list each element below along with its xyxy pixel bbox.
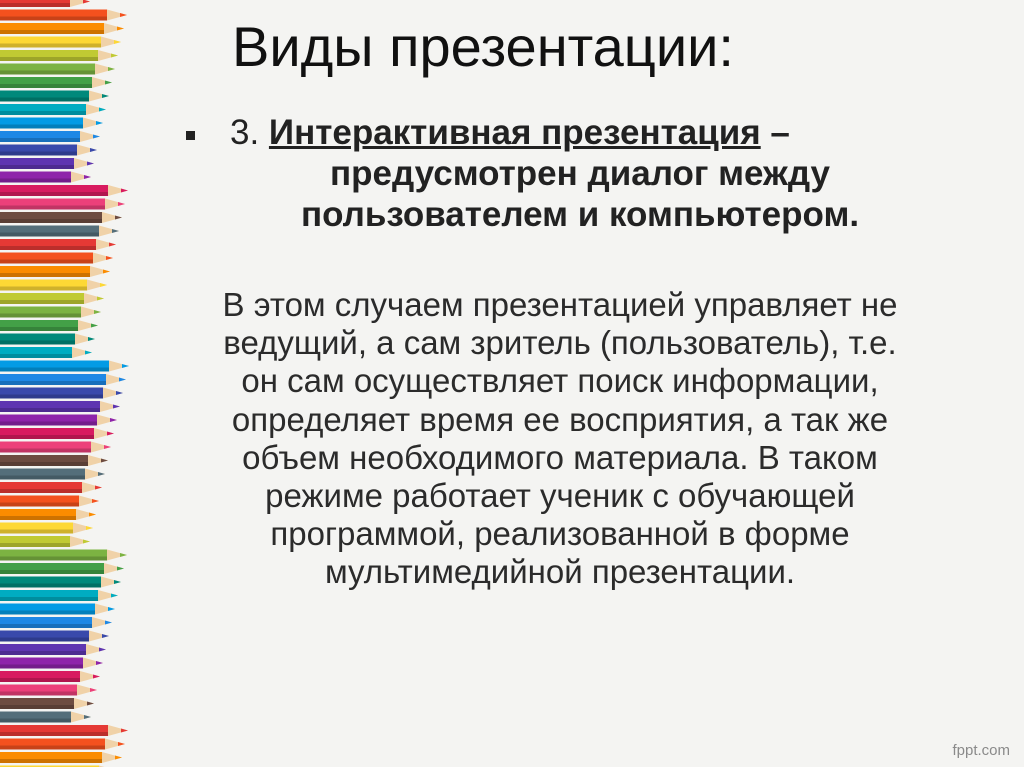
slide-title: Виды презентации: xyxy=(232,15,734,78)
pencil-icon xyxy=(0,199,125,210)
pencil-icon xyxy=(0,131,100,142)
pencil-icon xyxy=(0,374,126,385)
bullet-number: 3. xyxy=(230,113,269,152)
bullet-item xyxy=(186,112,986,235)
pencil-icon xyxy=(0,253,113,264)
pencil-icon xyxy=(0,617,112,628)
pencil-icon xyxy=(0,455,108,466)
pencil-icon xyxy=(0,536,90,547)
paragraph-line: программой, реализованной в форме xyxy=(270,515,850,553)
pencil-icon xyxy=(0,185,128,196)
pencil-icon xyxy=(0,401,120,412)
pencil-icon xyxy=(0,698,94,709)
pencil-icon xyxy=(0,280,107,291)
pencil-icon xyxy=(0,118,103,129)
pencil-icon xyxy=(0,482,102,493)
paragraph-line: объем необходимого материала. В таком xyxy=(242,438,878,476)
watermark: fppt.com xyxy=(952,742,1010,759)
pencil-icon xyxy=(0,712,91,723)
pencil-icon xyxy=(0,604,115,615)
pencil-icon xyxy=(0,266,110,277)
pencil-icon xyxy=(0,212,122,223)
pencil-icon xyxy=(0,361,129,372)
pencil-icon xyxy=(0,293,104,304)
bullet-dash: – xyxy=(760,113,790,152)
pencil-icon xyxy=(0,658,103,669)
bullet-term: Интерактивная презентация xyxy=(268,113,761,152)
pencil-icon xyxy=(0,685,97,696)
pencil-icon xyxy=(0,671,100,682)
pencil-icon xyxy=(0,739,125,750)
pencil-icon xyxy=(0,64,115,75)
paragraph-line: он сам осуществляет поиск информации, xyxy=(241,362,879,400)
bullet-text xyxy=(230,112,986,235)
pencil-icon xyxy=(0,415,117,426)
paragraph-line: режиме работает ученик с обучающей xyxy=(265,477,855,515)
pencil-icon xyxy=(0,590,118,601)
bullet-line-1 xyxy=(230,112,986,153)
paragraph-line: определяет время ее восприятия, а так же xyxy=(231,400,889,438)
pencil-icon xyxy=(0,752,122,763)
pencil-icon xyxy=(0,104,106,115)
pencil-icon xyxy=(0,577,121,588)
pencil-icon xyxy=(0,23,124,34)
pencil-icon xyxy=(0,307,101,318)
pencil-icon xyxy=(0,523,93,534)
pencil-icon xyxy=(0,226,119,237)
pencil-icon xyxy=(0,10,127,21)
pencil-icon xyxy=(0,145,97,156)
pencil-icon xyxy=(0,428,114,439)
pencil-icon xyxy=(0,320,98,331)
paragraph-line: В этом случаем презентацией управляет не xyxy=(222,286,898,323)
pencil-icon xyxy=(0,239,116,250)
pencil-icon xyxy=(0,334,95,345)
pencil-icon xyxy=(0,91,109,102)
square-bullet-icon xyxy=(186,131,195,140)
pencil-icon xyxy=(0,442,111,453)
pencil-icon xyxy=(0,158,94,169)
pencil-icon xyxy=(0,388,123,399)
paragraph-line: мультимедийной презентации. xyxy=(324,553,796,591)
paragraph-line: ведущий, а сам зритель (пользователь), т.е. xyxy=(223,324,897,362)
pencil-icon xyxy=(0,496,99,507)
bullet-line-3: пользователем и компьютером. xyxy=(300,195,860,234)
pencil-icon xyxy=(0,347,92,358)
body-paragraph xyxy=(145,286,975,592)
pencil-icon xyxy=(0,172,91,183)
pencil-icon xyxy=(0,631,109,642)
pencil-icon xyxy=(0,469,105,480)
bullet-line-2: предусмотрен диалог между xyxy=(330,154,830,193)
pencil-icon xyxy=(0,0,90,7)
pencil-icon xyxy=(0,644,106,655)
pencil-icon xyxy=(0,509,96,520)
pencil-icon xyxy=(0,37,121,48)
pencil-icon xyxy=(0,50,118,61)
pencil-icon xyxy=(0,563,124,574)
pencil-icon xyxy=(0,725,128,736)
pencil-border-decoration xyxy=(0,0,135,767)
pencil-icon xyxy=(0,77,112,88)
pencil-icon xyxy=(0,550,127,561)
